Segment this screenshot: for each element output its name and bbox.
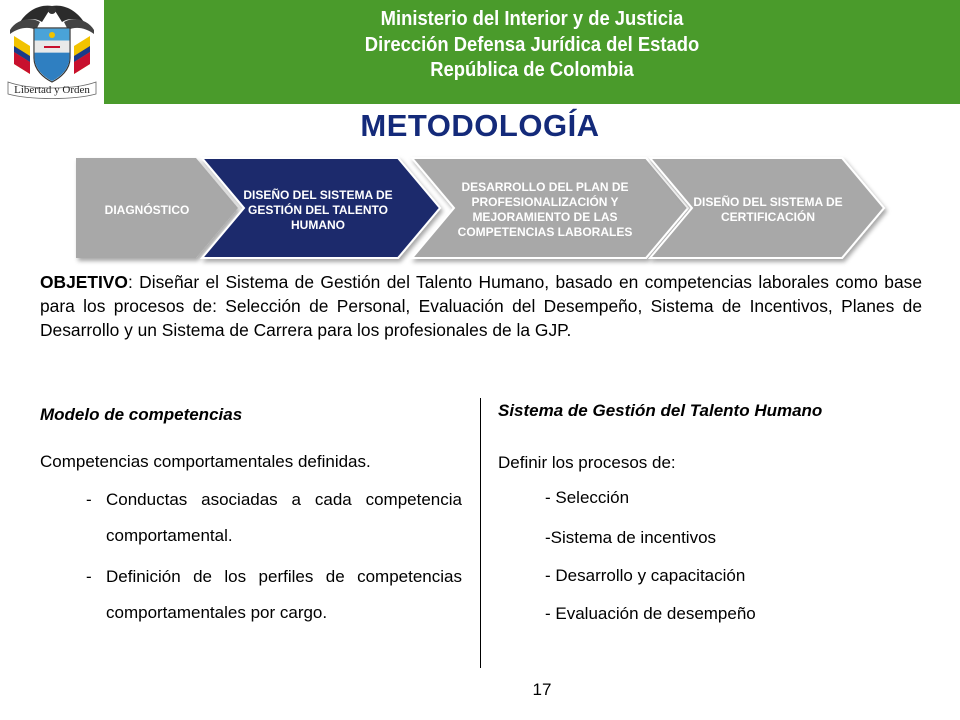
- process-item-incentivos: -Sistema de incentivos: [545, 528, 717, 547]
- bullet-dash: -: [86, 567, 92, 586]
- column-divider: [480, 398, 481, 668]
- header-directorate-line: Dirección Defensa Jurídica del Estado: [364, 34, 700, 56]
- header-ministry-line: Ministerio del Interior y de Justicia: [380, 8, 684, 30]
- step-diseno-certificacion: DISEÑO DEL SISTEMA DE CERTIFICACIÓN: [693, 195, 843, 224]
- talent-system-heading: Sistema de Gestión del Talento Humano: [498, 401, 823, 420]
- process-item-desarrollo: - Desarrollo y capacitación: [545, 566, 746, 585]
- bullet-text: Definición de los perfiles de competencias comportamentales por cargo.: [106, 567, 462, 622]
- objective-paragraph: [40, 270, 922, 342]
- competency-intro: Competencias comportamentales definidas.: [40, 452, 371, 471]
- header-country-line: República de Colombia: [430, 59, 634, 81]
- logo-motto-text: Libertad y Orden: [14, 84, 90, 96]
- bullet-dash: -: [86, 490, 92, 509]
- objective-text: : Diseñar el Sistema de Gestión del Talento Humano, basado en competencias laborales como base para los procesos de: Selección de Personal, Evaluación del Desempeño, Sistema de Incentivos, Planes de Desarrollo y un Sistema de Carrera para los profesionales de la GJP.: [40, 272, 922, 340]
- objective-label: OBJETIVO: [40, 272, 128, 292]
- process-item-seleccion: - Selección: [545, 488, 630, 507]
- list-item: [86, 559, 462, 631]
- list-item: [86, 482, 462, 554]
- competency-model-heading: Modelo de competencias: [40, 405, 243, 424]
- step-diseno-talento-humano: DISEÑO DEL SISTEMA DE GESTIÓN DEL TALENTO HUMANO: [243, 187, 393, 232]
- step-diagnostico: DIAGNÓSTICO: [104, 202, 190, 217]
- step-desarrollo-plan: DESARROLLO DEL PLAN DE PROFESIONALIZACIÓN Y MEJORAMIENTO DE LAS COMPETENCIAS LABORALES: [457, 180, 633, 239]
- page-title: METODOLOGÍA: [360, 108, 600, 143]
- page-number: 17: [532, 680, 552, 699]
- bullet-text: Conductas asociadas a cada competencia comportamental.: [106, 490, 462, 545]
- processes-intro: Definir los procesos de:: [498, 453, 676, 472]
- process-item-evaluacion: - Evaluación de desempeño: [545, 604, 756, 623]
